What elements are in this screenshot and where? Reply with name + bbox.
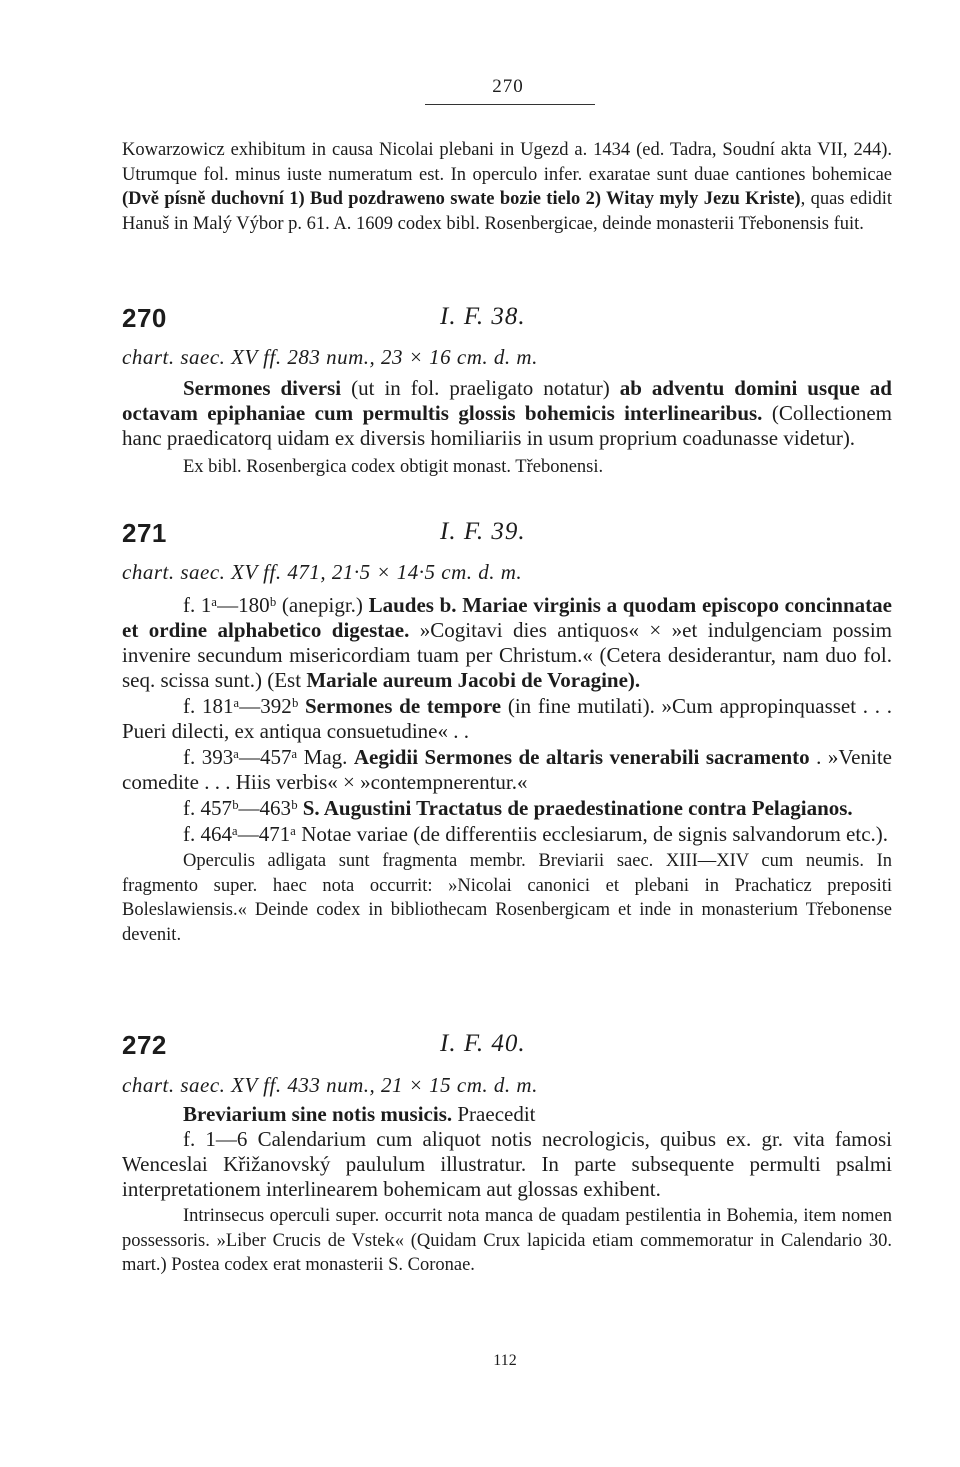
entry-signature: I. F. 38. — [440, 303, 526, 330]
entry-272-description: chart. saec. XV ff. 433 num., 21 × 15 cm. d. m. — [122, 1073, 538, 1097]
entry-calendar: f. 1—6 Calendarium cum aliquot notis necrologicis, quibus ex. gr. vita famosi Wenceslai Křižanovský paululum illustratur. In parte subsequente permulti psalmi interpretationem interlinearem bohemicam aut glossas exhibent. — [122, 1127, 892, 1201]
folio-title: S. Augustini Tractatus de praedestinatione contra Pelagianos. — [302, 796, 853, 820]
entry-text: (ut in fol. praeligato notatur) — [341, 376, 620, 400]
entry-number: 271 — [122, 518, 167, 548]
folio-text: »Cogitavi dies antiquos« × »et indulgenciam possim invenire secundum misericordiam tuam per Christum.« (Cetera desiderantur, nam duo fol. seq. scissa sunt.) (Est — [122, 618, 893, 692]
entry-note: Intrinsecus operculi super. occurrit nota manca de quadam pestilentia in Bohemia, item nomen possessoris. »Liber Crucis de Vstek« (Quidam Crux lapicida etiam commemoratur in Calendario 30. mart.) Postea codex erat monasterii S. Coronae. — [122, 1206, 892, 1275]
intro-text-1: Kowarzowicz exhibitum in causa Nicolai plebani in Ugezd a. 1434 (ed. Tadra, Soudní akta VII, 244). Utrumque fol. minus iuste numeratum est. In operculo infer. exaratae sunt duae cantiones bohemicae — [122, 140, 892, 185]
entry-270-description: chart. saec. XV ff. 283 num., 23 × 16 cm. d. m. — [122, 345, 538, 369]
footer-page-number: 112 — [493, 1352, 517, 1369]
entry-note: Operculis adligata sunt fragmenta membr. Breviarii saec. XIII—XIV cum neumis. In fragmento super. haec nota occurrit: »Nicolai canonici et plebani in Prachaticz prepositi Boleslawiensis.« Deinde codex in bibliothecam Rosenbergicam et inde in monasterium Třebonense devenit. — [122, 851, 892, 945]
entry-title: Sermones diversi — [183, 376, 342, 400]
folio-title: Sermones de tempore — [304, 694, 502, 718]
entry-271-body — [122, 593, 892, 947]
entry-270-heading — [122, 303, 892, 343]
folio-title-2: Mariale aureum Jacobi de Voragine). — [306, 668, 641, 692]
entry-number: 270 — [122, 303, 167, 333]
folio-range: f. 181ᵃ—392ᵇ — [183, 694, 305, 718]
intro-text-2: , quas edidit Hanuš in Malý Výbor p. 61. A. 1609 codex bibl. Rosenbergicae, deinde monasterii Třebonensis fuit. — [122, 189, 893, 234]
entry-272-heading — [122, 1030, 892, 1070]
intro-paragraph — [122, 138, 892, 236]
folio-title: Aegidii Sermones de altaris venerabili sacramento — [353, 745, 810, 769]
folio-range: f. 1ᵃ—180ᵇ (anepigr.) — [183, 593, 369, 617]
entry-270-body — [122, 376, 892, 480]
folio-text: . »Venite comedite . . . Hiis verbis« × »contempnerentur.« — [122, 745, 892, 794]
folio-text: (in fine mutilati). »Cum appropinquasset . . . Pueri dilecti, ex antiqua consuetudine« . . — [122, 694, 892, 743]
entry-text: Praecedit — [452, 1102, 536, 1126]
folio-range: f. 393ᵃ—457ᵃ Mag. — [183, 745, 354, 769]
entry-271-description: chart. saec. XV ff. 471, 21·5 × 14·5 cm. d. m. — [122, 560, 523, 584]
entry-signature: I. F. 40. — [440, 1030, 526, 1057]
folio-title: Laudes b. Mariae virginis a quodam episcopo concinnatae et ordine alphabetico digestae. — [122, 593, 892, 642]
folio-range: f. 457ᵇ—463ᵇ — [183, 796, 303, 820]
entry-provenance: Ex bibl. Rosenbergica codex obtigit monast. Třebonensi. — [183, 457, 604, 477]
entry-title-cont: ab adventu domini usque ad octavam epiphaniae cum permultis glossis bohemicis interlinearibus. — [122, 376, 892, 425]
folio-notes: f. 464ᵃ—471ᵃ Notae variae (de differentiis ecclesiarum, de signis salvandorum etc.). — [183, 822, 889, 846]
header-rule — [425, 104, 595, 105]
entry-signature: I. F. 39. — [440, 518, 526, 545]
entry-number: 272 — [122, 1030, 167, 1060]
entry-text-cont: (Collectionem hanc praedicatorq uidam ex diversis homiliariis in usum proprium coadunasse videtur). — [122, 401, 892, 450]
entry-272-body — [122, 1102, 892, 1278]
entry-title: Breviarium sine notis musicis. — [183, 1102, 453, 1126]
intro-bold: (Dvě písně duchovní 1) Bud pozdraweno swate bozie tielo 2) Witay myly Jezu Kriste) — [122, 189, 801, 209]
page-number: 270 — [492, 76, 524, 97]
entry-271-heading — [122, 518, 892, 558]
